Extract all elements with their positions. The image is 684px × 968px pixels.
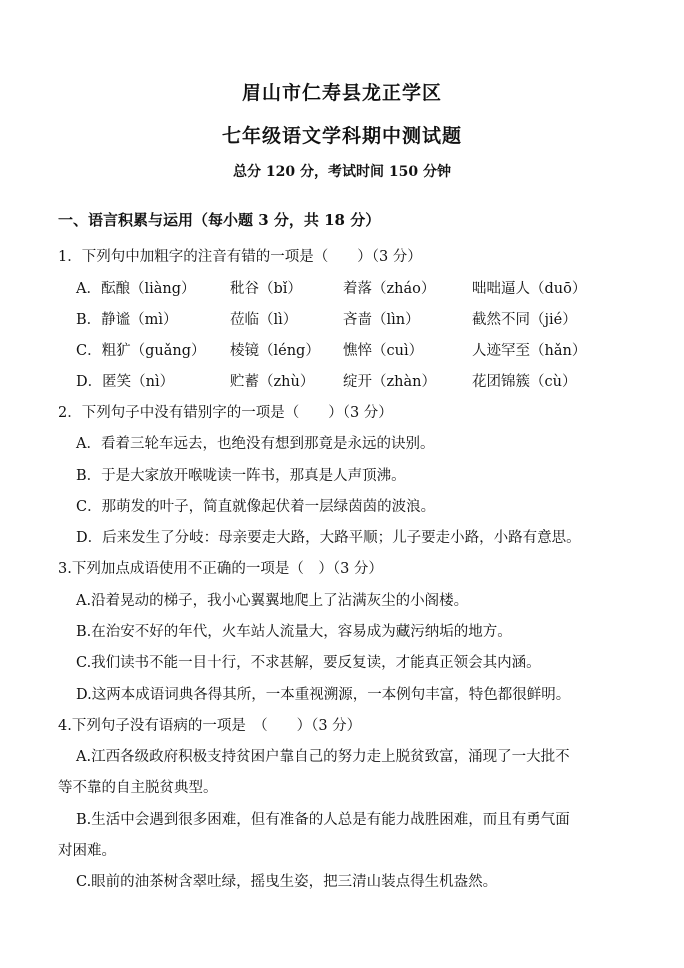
- q1-option-b-3: 吝啬（lìn）: [343, 312, 420, 328]
- question-2-stem: 2．下列句子中没有错别字的一项是（ ）（3 分）: [58, 405, 393, 421]
- q2-option-b: B．于是大家放开喉咙读一阵书，那真是人声顶沸。: [76, 468, 406, 484]
- q1-option-d-1: D．匿笑（nì）: [76, 374, 175, 390]
- q1-option-a-3: 着落（zháo）: [343, 281, 436, 297]
- q1-option-a-1: A．酝酿（liàng）: [76, 281, 196, 297]
- q3-option-a: A.沿着晃动的梯子，我小心翼翼地爬上了沾满灰尘的小阁楼。: [76, 593, 469, 609]
- q1-option-c-1: C．粗犷（guǎng）: [76, 343, 206, 359]
- q1-option-a-4: 咄咄逼人（duō）: [472, 281, 587, 297]
- q4-option-a-line2: 等不靠的自主脱贫典型。: [58, 780, 218, 796]
- q1-option-d-3: 绽开（zhàn）: [343, 374, 436, 390]
- q4-option-b-line2: 对困难。: [58, 843, 116, 859]
- exam-title: 七年级语文学科期中测试题: [221, 125, 462, 147]
- q2-option-c: C．那萌发的叶子，简直就像起伏着一层绿茵茵的波浪。: [76, 499, 436, 515]
- q1-option-c-4: 人迹罕至（hǎn）: [472, 343, 587, 359]
- q3-option-c: C.我们读书不能一目十行，不求甚解，要反复读，才能真正领会其内涵。: [76, 655, 541, 671]
- q1-option-a-2: 秕谷（bǐ）: [230, 281, 302, 297]
- question-4-stem: 4.下列句子没有语病的一项是 （ ）（3 分）: [58, 718, 362, 734]
- q1-option-b-1: B．静谧（mì）: [76, 312, 178, 328]
- section-heading: 一、语言积累与运用（每小题 3 分，共 18 分）: [58, 211, 381, 229]
- q1-option-d-2: 贮蓄（zhù）: [230, 374, 315, 390]
- q4-option-b-line1: B.生活中会遇到很多困难，但有准备的人总是有能力战胜困难，而且有勇气面: [76, 812, 570, 828]
- q1-option-c-3: 憔悴（cuì）: [343, 343, 424, 359]
- q1-option-b-4: 截然不同（jié）: [472, 312, 577, 328]
- q3-option-d: D.这两本成语词典各得其所，一本重视溯源，一本例句丰富，特色都很鲜明。: [76, 687, 571, 703]
- q4-option-c: C.眼前的油茶树含翠吐绿，摇曳生姿，把三清山装点得生机盎然。: [76, 874, 498, 890]
- q4-option-a-line1: A.江西各级政府积极支持贫困户靠自己的努力走上脱贫致富，涌现了一大批不: [76, 749, 570, 765]
- school-title: 眉山市仁寿县龙正学区: [241, 82, 442, 104]
- q1-option-b-2: 莅临（lì）: [230, 312, 298, 328]
- q2-option-a: A．看着三轮车远去，也绝没有想到那竟是永远的诀别。: [76, 436, 435, 452]
- q3-option-b: B.在治安不好的年代，火车站人流量大，容易成为藏污纳垢的地方。: [76, 624, 512, 640]
- q1-option-c-2: 棱镜（léng）: [230, 343, 320, 359]
- question-1-stem: 1．下列句中加粗字的注音有错的一项是（ ）（3 分）: [58, 249, 422, 265]
- exam-info: 总分 120 分，考试时间 150 分钟: [233, 164, 451, 180]
- q1-option-d-4: 花团锦簇（cù）: [472, 374, 577, 390]
- question-3-stem: 3.下列加点成语使用不正确的一项是（ ）（3 分）: [58, 561, 383, 577]
- q2-option-d: D．后来发生了分岐：母亲要走大路，大路平顺；儿子要走小路，小路有意思。: [76, 530, 581, 546]
